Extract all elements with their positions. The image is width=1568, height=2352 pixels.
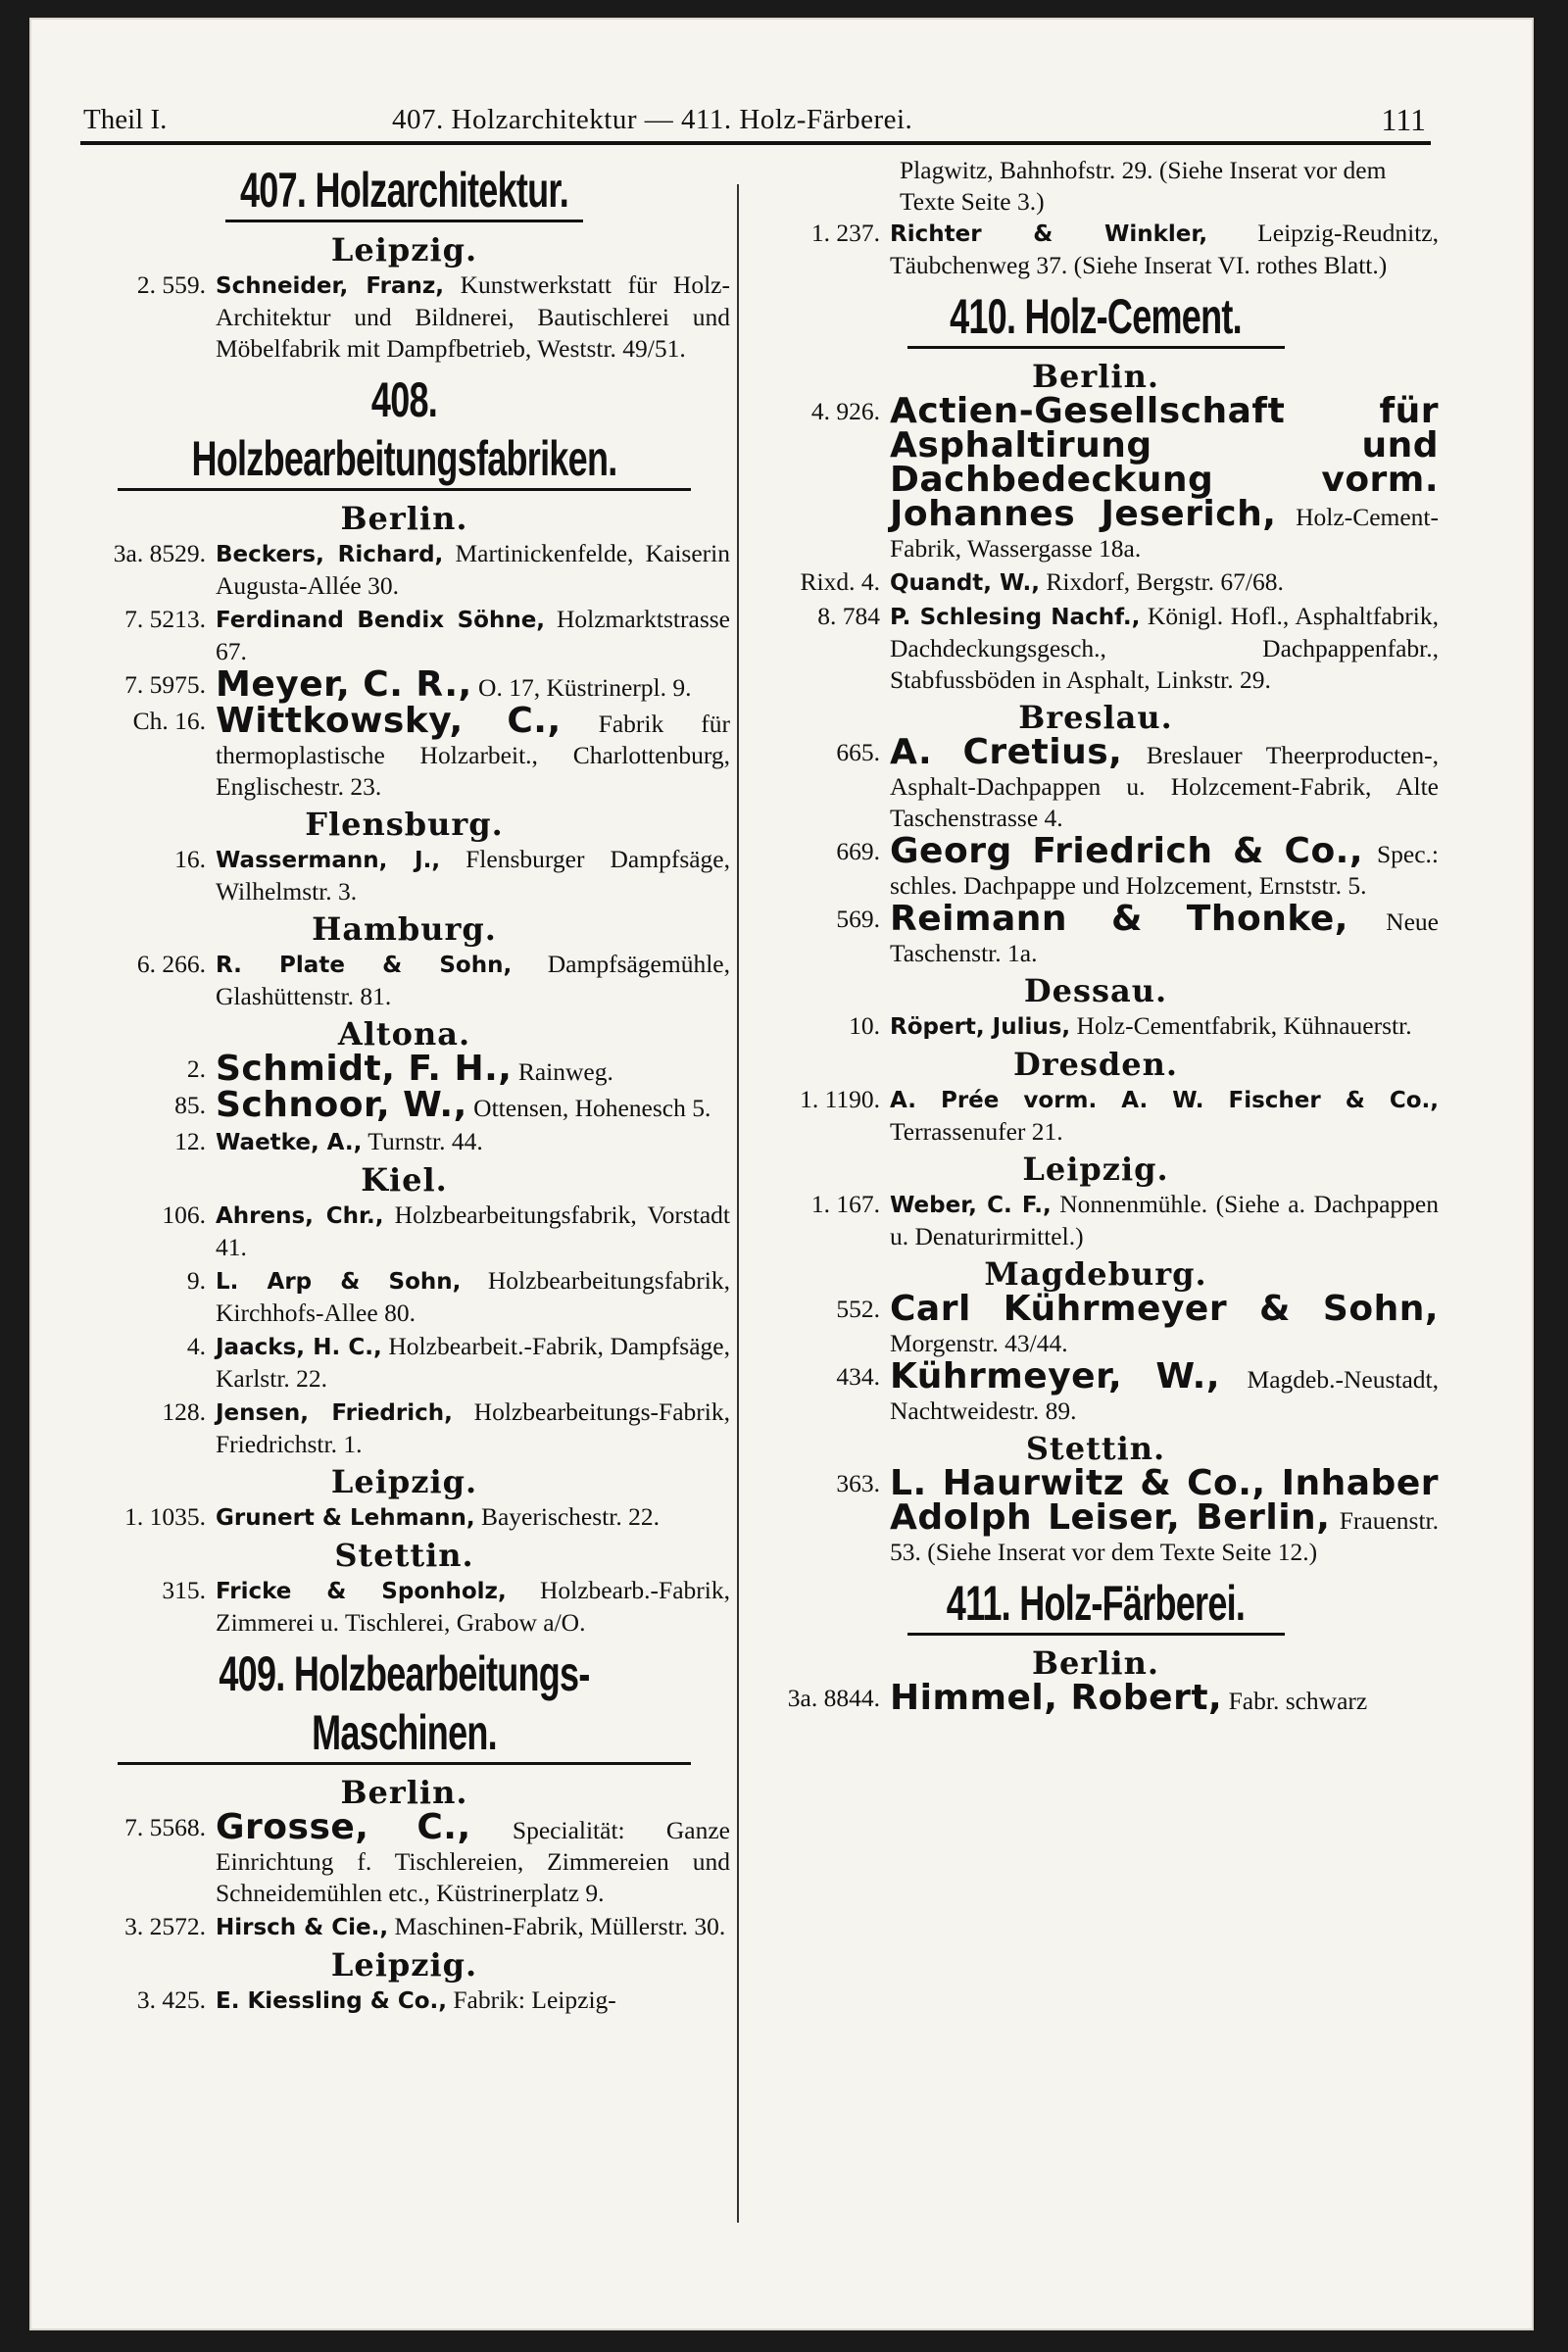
entry-details: Spec.: schles. Dachpappe und Holzcement, Ernststr. 5. [890, 840, 1439, 900]
section-rule [907, 346, 1285, 349]
company-name: E. Kiessling & Co., [216, 1988, 447, 2014]
company-name: L. Haurwitz & Co., Inhaber Adolph Leiser, Berlin, [890, 1463, 1439, 1538]
company-name: Schnoor, W., [216, 1085, 467, 1125]
entry-number: 9. [186, 1266, 206, 1295]
directory-entry [78, 538, 730, 602]
directory-entry [78, 1396, 730, 1460]
entry-details: Martinickenfelde, Kaiserin Augusta-Allée 30. [216, 539, 730, 600]
directory-entry [78, 844, 730, 907]
company-name: Ahrens, Chr., [216, 1203, 384, 1229]
entry-continuation: Plagwitz, Bahnhofstr. 29. (Siehe Inserat vor dem Texte Seite 3.) [900, 156, 1387, 216]
company-name: Georg Friedrich & Co., [890, 831, 1364, 871]
entry-number: 1. 1035. [124, 1502, 206, 1531]
entry-details: Holzbearbeitungsfabrik, Kirchhofs-Allee 80. [216, 1266, 730, 1327]
company-name: Beckers, Richard, [216, 542, 444, 567]
entry-number: 665. [836, 738, 880, 766]
entry-text [216, 1331, 730, 1395]
document-page [29, 18, 1534, 2330]
entry-text [890, 831, 1439, 902]
entry-number: 1. 167. [810, 1190, 880, 1218]
directory-entry [78, 1331, 730, 1395]
company-name: Carl Kührmeyer & Sohn, [890, 1289, 1439, 1329]
company-name: Ferdinand Bendix Söhne, [216, 608, 546, 633]
company-name: Waetke, A., [216, 1130, 363, 1155]
entry-number: 1. 237. [810, 219, 880, 247]
city-heading: Kiel. [361, 1161, 448, 1199]
entry-number: 3. 425. [136, 1985, 206, 2014]
entry-details: Flensburger Dampfsäge, Wilhelmstr. 3. [216, 845, 731, 906]
directory-entry [753, 1010, 1439, 1043]
company-name: Grosse, C., [216, 1807, 471, 1847]
directory-entry [78, 1126, 730, 1158]
entry-number: 3. 2572. [124, 1912, 206, 1940]
entry-number: 669. [836, 837, 880, 865]
entry-text [890, 1010, 1439, 1043]
entry-details: Bayerischestr. 22. [474, 1502, 660, 1531]
company-name: Fricke & Sponholz, [216, 1579, 507, 1604]
entry-text [216, 1085, 730, 1125]
entry-number: 569. [836, 905, 880, 933]
section-rule [118, 1762, 691, 1765]
entry-details: Breslauer Theerproducten-, Asphalt-Dachpappen u. Holzcement-Fabrik, Alte Taschenstrasse 4. [890, 741, 1439, 832]
directory-entry [78, 1984, 730, 2017]
company-name: Meyer, C. R., [216, 664, 472, 705]
directory-entry [78, 604, 730, 667]
entry-number: 8. 784 [817, 602, 880, 630]
entry-details: Magdeb.-Neustadt, Nachtweidestr. 89. [890, 1365, 1439, 1425]
entry-number: 7. 5975. [124, 670, 206, 699]
section-heading: 407. Holzarchitektur. [239, 163, 569, 218]
entry-number: 12. [174, 1127, 206, 1155]
entry-details: Fabrik: Leipzig- [446, 1985, 616, 2014]
entry-number: 10. [849, 1011, 880, 1040]
directory-entry [753, 831, 1439, 902]
directory-entry [753, 1463, 1439, 1568]
entry-number: 4. [186, 1332, 206, 1360]
entry-text [216, 949, 730, 1012]
entry-details: Leipzig-Reudnitz, Täubchenweg 37. (Siehe Inserat VI. rothes Blatt.) [890, 219, 1439, 279]
entry-number: 434. [836, 1362, 880, 1391]
directory-entry [78, 1049, 730, 1089]
directory-entry [753, 566, 1439, 599]
directory-entry [78, 270, 730, 365]
entry-number: 2. 559. [136, 270, 206, 299]
entry-details: Fabrik für thermoplastische Holzarbeit., Charlottenburg, Englischestr. 23. [216, 710, 731, 801]
column-divider [737, 184, 739, 2223]
entry-details: Holzbearbeitungs-Fabrik, Friedrichstr. 1. [216, 1397, 730, 1458]
directory-entry [78, 1807, 730, 1909]
city-heading: Berlin. [1032, 358, 1159, 395]
entry-text [216, 1200, 730, 1263]
entry-text [216, 1049, 730, 1089]
entry-text [216, 1265, 730, 1329]
company-name: A. Prée vorm. A. W. Fischer & Co., [890, 1088, 1439, 1113]
company-name: Wittkowsky, C., [216, 701, 562, 741]
entry-text [890, 601, 1439, 696]
entry-text [890, 1463, 1439, 1568]
entry-text [890, 1189, 1439, 1252]
entry-details: Specialität: Ganze Einrichtung f. Tischlereien, Zimmereien und Schneidemühlen etc., Küstrinerplatz 9. [216, 1816, 730, 1907]
entry-details: Ottensen, Hohenesch 5. [466, 1094, 711, 1122]
entry-text [216, 1501, 730, 1534]
company-name: Hirsch & Cie., [216, 1915, 389, 1940]
entry-number: 85. [174, 1091, 206, 1119]
entry-text [890, 566, 1439, 599]
directory-entry [753, 218, 1439, 281]
city-heading: Berlin. [1032, 1644, 1159, 1682]
section-heading: 411. Holz-Färberei. [946, 1576, 1246, 1631]
directory-entry [78, 701, 731, 803]
entry-details: Holzbearbeit.-Fabrik, Dampfsäge, Karlstr. 22. [216, 1332, 730, 1393]
directory-entry [78, 949, 730, 1012]
entry-number: 3a. 8844. [787, 1684, 880, 1712]
entry-details: Dampfsägemühle, Glashüttenstr. 81. [216, 950, 730, 1010]
entry-number: 16. [174, 845, 206, 873]
entry-details: Rainweg. [512, 1057, 613, 1086]
entry-number: 7. 5213. [124, 605, 206, 633]
directory-entry [753, 1678, 1439, 1718]
directory-entry [753, 1084, 1439, 1148]
city-heading: Stettin. [334, 1537, 474, 1574]
company-name: Kührmeyer, W., [890, 1356, 1221, 1396]
entry-number: Rixd. 4. [800, 567, 880, 596]
company-name: Jaacks, H. C., [216, 1335, 382, 1360]
page-number: 111 [1381, 102, 1426, 137]
entry-number: 4. 926. [810, 397, 880, 425]
company-name: P. Schlesing Nachf., [890, 605, 1141, 630]
city-heading: Berlin. [340, 1774, 468, 1811]
directory-entry [753, 732, 1439, 834]
entry-text [890, 899, 1439, 969]
directory-entry [78, 1501, 730, 1534]
city-heading: Berlin. [340, 500, 468, 537]
entry-text [216, 270, 730, 365]
entry-text [216, 1911, 730, 1943]
entry-number: 552. [836, 1295, 880, 1323]
entry-details: Nonnenmühle. (Siehe a. Dachpappen u. Denaturirmittel.) [890, 1190, 1439, 1250]
company-name: Richter & Winkler, [890, 221, 1208, 247]
entry-details: Maschinen-Fabrik, Müllerstr. 30. [388, 1912, 726, 1940]
section-heading: 408. Holzbearbeitungsfabriken. [191, 372, 617, 486]
entry-text [216, 844, 730, 907]
company-name: Actien-Gesellschaft für Asphaltirung und Dachbedeckung vorm. Johannes Jeserich, [890, 391, 1439, 534]
entry-details: Holzbearb.-Fabrik, Zimmerei u. Tischlerei, Grabow a/O. [216, 1576, 730, 1637]
entry-text [890, 1678, 1439, 1718]
company-name: Röpert, Julius, [890, 1014, 1071, 1040]
entry-text [890, 1289, 1439, 1359]
entry-details: Neue Taschenstr. 1a. [890, 907, 1439, 967]
part-label: Theil I. [83, 104, 168, 135]
company-name: Grunert & Lehmann, [216, 1505, 475, 1531]
entry-number: 7. 5568. [124, 1813, 206, 1841]
directory-entry [753, 899, 1439, 969]
entry-details: Terrassenufer 21. [890, 1117, 1063, 1146]
city-heading: Leipzig. [330, 1463, 478, 1500]
entry-details: Holz-Cement-Fabrik, Wassergasse 18a. [890, 503, 1439, 563]
entry-details: O. 17, Küstrinerpl. 9. [471, 673, 692, 702]
directory-entry [78, 1575, 730, 1639]
directory-entry [753, 391, 1439, 564]
company-name: Himmel, Robert, [890, 1678, 1223, 1718]
directory-entry [753, 1189, 1439, 1252]
entry-text [216, 538, 730, 602]
entry-number: Ch. 16. [132, 707, 206, 735]
company-name: L. Arp & Sohn, [216, 1269, 462, 1295]
entry-text [890, 1084, 1439, 1148]
directory-entry [753, 1356, 1439, 1427]
company-name: Quandt, W., [890, 570, 1040, 596]
city-heading: Flensburg. [305, 806, 504, 843]
company-name: A. Cretius, [890, 732, 1123, 772]
directory-entry [78, 1911, 730, 1943]
directory-entry [78, 1085, 730, 1125]
entry-text [216, 1396, 730, 1460]
company-name: Jensen, Friedrich, [216, 1400, 453, 1426]
entry-number: 6. 266. [136, 950, 206, 978]
entry-number: 128. [162, 1397, 206, 1426]
entry-details: Rixdorf, Bergstr. 67/68. [1040, 567, 1284, 596]
entry-number: 2. [186, 1054, 206, 1083]
entry-details: Turnstr. 44. [362, 1127, 483, 1155]
entry-number: 315. [162, 1576, 206, 1604]
entry-text [890, 732, 1439, 834]
header-rule [80, 141, 1431, 145]
entry-text [890, 1356, 1439, 1427]
entry-details: Fabr. schwarz [1222, 1687, 1368, 1715]
entry-details: Holzmarktstrasse 67. [216, 605, 730, 665]
section-heading: 409. Holzbearbeitungs-Maschinen. [219, 1646, 590, 1760]
entry-number: 106. [162, 1200, 206, 1229]
city-heading: Magdeburg. [984, 1255, 1207, 1293]
entry-text [216, 1984, 730, 2017]
city-heading: Stettin. [1025, 1430, 1166, 1467]
directory-entry [78, 1200, 730, 1263]
company-name: Schmidt, F. H., [216, 1049, 513, 1089]
entry-details: Morgenstr. 43/44. [890, 1329, 1068, 1357]
city-heading: Leipzig. [330, 1946, 478, 1984]
company-name: Schneider, Franz, [216, 273, 445, 299]
directory-entry [78, 664, 730, 705]
entry-text [890, 218, 1439, 281]
city-heading: Leipzig. [1022, 1151, 1169, 1188]
running-header [83, 94, 1426, 139]
entry-number: 1. 1190. [800, 1085, 880, 1113]
company-name: Weber, C. F., [890, 1193, 1052, 1218]
entry-details: Holzbearbeitungsfabrik, Vorstadt 41. [216, 1200, 730, 1261]
city-heading: Dessau. [1023, 972, 1168, 1009]
city-heading: Leipzig. [330, 231, 478, 269]
entry-details: Frauenstr. 53. (Siehe Inserat vor dem Texte Seite 12.) [890, 1506, 1439, 1566]
city-heading: Hamburg. [312, 910, 497, 948]
entry-text [216, 1575, 730, 1639]
city-heading: Altona. [337, 1015, 471, 1053]
entry-text [216, 1807, 730, 1909]
left-column [78, 155, 730, 2019]
section-rule [907, 1633, 1285, 1636]
entry-text [216, 701, 731, 803]
company-name: Reimann & Thonke, [890, 899, 1348, 939]
entry-text [216, 664, 730, 705]
company-name: R. Plate & Sohn, [216, 953, 513, 978]
directory-entry [78, 1265, 730, 1329]
entry-number: 363. [836, 1469, 880, 1497]
directory-entry [753, 601, 1439, 696]
entry-text [216, 604, 730, 667]
section-rule [118, 488, 691, 491]
entry-text [890, 391, 1439, 564]
entry-details: Königl. Hofl., Asphaltfabrik, Dachdeckungsgesch., Dachpappenfabr., Stabfussböden in Asphalt, Linkstr. 29. [890, 602, 1439, 694]
section-rule [225, 220, 584, 222]
entry-text [216, 1126, 730, 1158]
right-column [753, 155, 1439, 1719]
city-heading: Dresden. [1012, 1046, 1179, 1083]
directory-entry [753, 1289, 1439, 1359]
entry-details: Kunstwerkstatt für Holz-Architektur und Bildnerei, Bautischlerei und Möbelfabrik mit Dampfbetrieb, Weststr. 49/51. [216, 270, 730, 363]
entry-number: 3a. 8529. [113, 539, 206, 567]
header-range: 407. Holzarchitektur — 411. Holz-Färberei. [392, 104, 913, 135]
section-heading: 410. Holz-Cement. [950, 289, 1242, 344]
entry-details: Holz-Cementfabrik, Kühnauerstr. [1070, 1011, 1412, 1040]
city-heading: Breslau. [1018, 699, 1173, 736]
company-name: Wassermann, J., [216, 848, 441, 873]
